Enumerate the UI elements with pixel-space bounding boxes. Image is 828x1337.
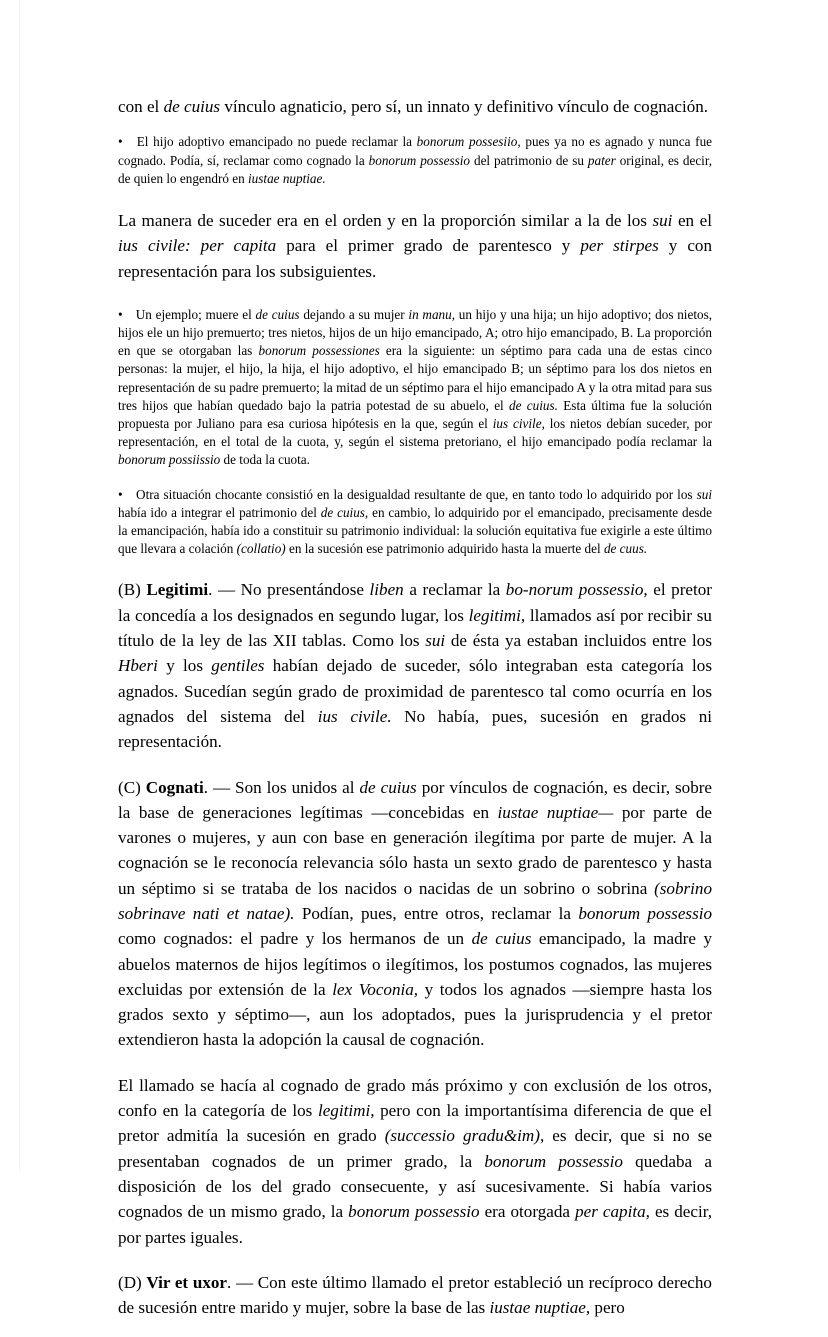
bullet-icon: • [118,134,123,150]
text-run: y los [157,656,212,676]
text-run: Esta última fue la solución propuesta por Juliano para esa curiosa hipótesis en la que, según el [118,397,712,432]
text-run: La manera de suceder era en el orden y en la proporción similar a la de los [118,210,653,230]
text-run: (C) [118,777,146,797]
italic-run: de cuius, [320,504,369,520]
italic-run: legitimi, [468,605,526,625]
italic-run: bonorum possessio [348,1202,480,1222]
bold-run: Legitimi [146,580,209,600]
text-run: en cambio, lo adquirido por el emancipado, precisamente desde la emancipación, había ido a constituir su patrimonio individual: la solución equitativa fue exigirle a este último que llevara a colación [118,504,713,557]
italic-run: de cuus. [603,541,648,557]
text-run: (D) [118,1272,147,1292]
italic-run: ius civile. [317,706,392,726]
text-run: de ésta ya estaban incluidos entre los [445,631,712,651]
italic-run: bonorum possessio [368,152,471,168]
text-run: . — No presentándose [208,580,370,600]
italic-run: (collatio) [236,541,286,557]
paragraph-manera-de-suceder [118,208,712,284]
text-run: original, es decir, de quien lo engendró en [118,152,713,186]
note-block-adoptivo [118,133,712,188]
bullet-icon: • [118,486,123,502]
text-run: . — Con este último llamado el pretor estableció un recíproco derecho de sucesión entre marido y mujer, sobre la base de las [118,1272,712,1318]
text-run: los nietos debían suceder, por representación, en el total de la cuota, y, según el sistema pretoriano, el hijo emancipado podía reclamar la [118,416,712,450]
italic-run: bonorum possiissio [118,452,221,468]
italic-run: bonorum possesiio, [416,134,521,150]
note-paragraph [118,486,712,559]
text-run: era la siguiente: un séptimo para cada una de estas cinco personas: la mujer, el hijo, la hija, el hijo adoptivo, el hijo emancipado B; un séptimo para los dos nietos en representación de su padre premuerto; la mitad de un séptimo para el hijo emancipado A y la otra mitad para sus tres hijos que habían quedado bajo la patria potestad de su abuelo, el [118,343,713,413]
text-run: del patrimonio de su [470,152,588,168]
text-run: a reclamar la [403,580,506,600]
italic-run: sui [425,631,446,651]
text-run: por vínculos de cognación, es decir, sobre la base de generaciones legítimas —concebidas en [118,777,713,822]
italic-run: de cuius [471,929,532,949]
text-run: pues ya no es agnado y nunca fue cognado. Podía, sí, reclamar como cognado la [118,134,713,168]
note-block-ejemplo [118,306,712,470]
italic-run: (successio gradu&im), [384,1126,545,1146]
bold-run: Vir et uxor [146,1272,228,1292]
text-run: y todos los agnados —siempre hasta los grados sexto y séptimo—, aun los adoptados, pues la jurisprudencia y el pretor extendieron hasta la adopción la causal de cognación. [118,979,712,1050]
note-block-situacion-chocante [118,486,712,559]
italic-run: sui [652,210,673,230]
text-run: en el [672,210,712,230]
italic-run: lex Voconia, [332,979,419,999]
italic-run: de cuius [163,97,221,116]
italic-run: de cuius [255,306,300,322]
italic-run: bo-norum possessio, [505,580,648,600]
scan-edge-line [19,0,20,1171]
italic-run: bonorum possessio [578,904,713,923]
italic-run: (sobrino sobrinave nati et natae). [118,878,712,923]
text-run: Un ejemplo; muere el [135,306,256,322]
text-run: Podían, pues, entre otros, reclamar la [294,904,579,923]
text-run: para el primer grado de parentesco y [276,236,581,256]
text-run: con el [118,97,164,116]
paragraph-opening-line [118,94,712,119]
italic-run: in manu, [408,306,456,322]
text-run: el pretor la concedía a los designados en segundo lugar, los [118,580,712,625]
italic-run: Hberi [118,656,158,676]
text-run: llamados así por recibir su título de la ley de las XII tablas. Como los [118,605,712,651]
paragraph-b-legitimi [118,577,712,754]
italic-run: de cuius [359,777,417,797]
paragraph-c-cognati [118,775,712,1053]
bold-run: Cognati [145,777,204,797]
text-run: es decir, que si no se presentaban cognados de un primer grado, la [118,1126,712,1171]
text-run: pero con la importantísima diferencia de que el pretor admitía la sucesión en grado [118,1101,712,1146]
italic-run: ius civile: per capita [118,236,277,256]
text-run: El hijo adoptivo emancipado no puede reclamar la [136,134,417,150]
italic-run: liben [369,580,404,600]
text-run: No había, pues, sucesión en grados ni representación. [118,706,712,752]
note-paragraph [118,133,712,188]
text-run: (B) [118,580,147,600]
italic-run: iustae nuptiae— [497,802,614,822]
italic-run: pater [587,152,616,168]
text-run: . — Son los unidos al [203,777,360,797]
text-run: El llamado se hacía al cognado de grado más próximo y con exclusión de los otros, confo en la categoría de los [118,1075,712,1121]
text-run: había ido a integrar el patrimonio del [118,504,321,520]
text-run: habían dejado de suceder, sólo integraban esta categoría los agnados. Sucedían según grado de proximidad de parentesco tal como ocurría en los agnados del sistema del [118,656,712,726]
text-run: y con representación para los subsiguientes. [118,236,712,281]
paragraph-d-vir-et-uxor [118,1270,712,1321]
text-run: dejando a su mujer [299,306,409,322]
italic-run: per capita, [575,1202,650,1222]
paragraph-llamado-cognado [118,1073,712,1250]
italic-run: iustae nuptiae, [489,1298,591,1318]
italic-run: iustae nuptiae. [248,170,326,186]
bullet-icon: • [118,306,123,322]
italic-run: bonorum possessiones [258,343,380,359]
italic-run: gentiles [211,656,265,676]
italic-run: ius civile, [492,416,545,432]
text-run: Otra situación chocante consistió en la desigualdad resultante de que, en tanto todo lo adquirido por los [136,486,697,502]
page-text-column [118,94,712,1337]
text-run: es decir, por partes iguales. [118,1202,712,1247]
italic-run: sui [696,486,712,502]
italic-run: legitimi, [317,1101,375,1121]
note-paragraph [118,306,712,470]
text-run: pero [590,1298,625,1318]
text-run: por parte de varones o mujeres, y aun con base en generación ilegítima por parte de mujer. A la cognación se le reconocía relevancia sólo hasta un sexto grado de parentesco y hasta un séptimo si se trataba de los nacidos o nacidas de un sobrino o sobrina [118,802,712,898]
text-run: emancipado, la madre y abuelos maternos de hijos legítimos o ilegítimos, los postumos cognados, las mujeres excluidas por extensión de la [118,929,712,999]
italic-run: de cuius. [509,397,558,413]
text-run: en la sucesión ese patrimonio adquirido hasta la muerte del [285,541,604,557]
italic-run: per stirpes [580,236,659,256]
text-run: como cognados: el padre y los hermanos de un [118,929,472,949]
text-run: de toda la cuota. [220,452,310,468]
text-run: vínculo agnaticio, pero sí, un innato y definitivo vínculo de cognación. [220,97,709,116]
text-run: quedaba a disposición de los del grado consecuente, y así sucesivamente. Si había varios cognados de un mismo grado, la [118,1151,712,1222]
italic-run: bonorum possessio [484,1151,623,1171]
text-run: era otorgada [479,1202,576,1222]
text-run: un hijo y una hija; un hijo adoptivo; dos nietos, hijos ele un hijo premuerto; tres nietos, hijos de un hijo emancipado, A; otro hijo emancipado, B. La proporción en que se otorgaban las [118,306,712,359]
